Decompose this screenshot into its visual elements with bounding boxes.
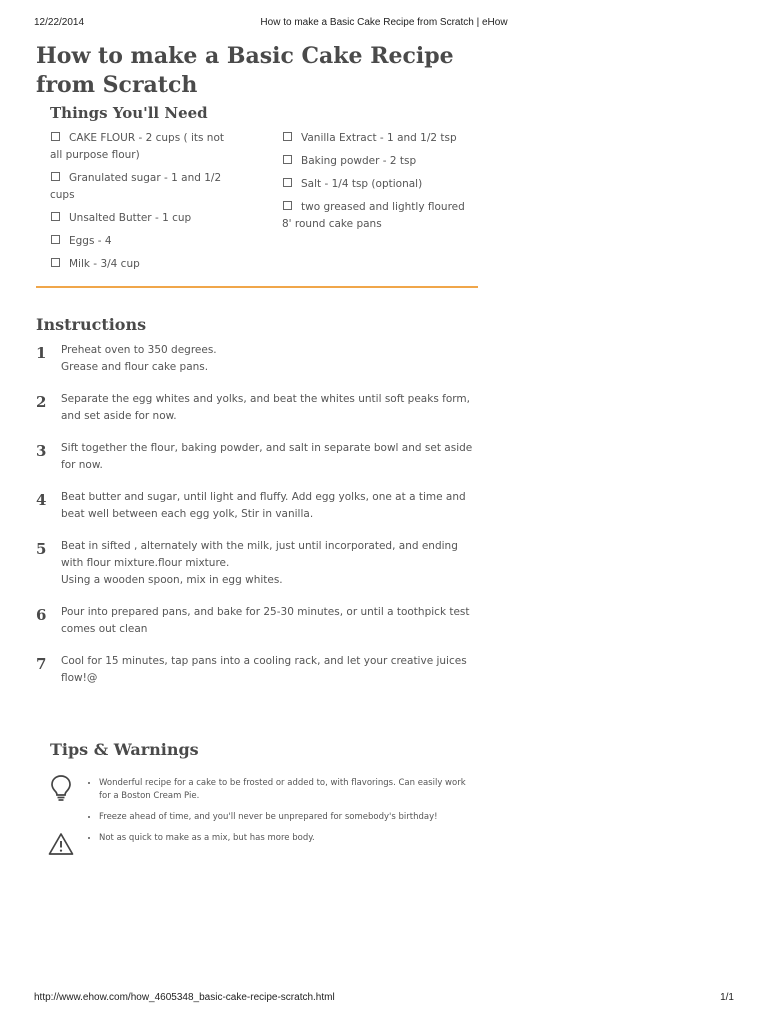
article-title: How to make a Basic Cake Recipe from Scratch — [36, 43, 454, 98]
print-footer — [34, 992, 734, 1006]
things-needed-list-left — [50, 130, 230, 279]
step-number: 2 — [36, 393, 47, 411]
checklist-item — [282, 153, 472, 170]
step-text: Using a wooden spoon, mix in egg whites. — [61, 574, 283, 586]
step-number: 7 — [36, 655, 47, 673]
checklist-item-label: Granulated sugar - 1 and 1/2 cups — [50, 172, 222, 201]
tips-warnings-heading: Tips & Warnings — [50, 740, 199, 759]
tip-item: • Freeze ahead of time, and you'll never be unprepared for somebody's birthday! — [99, 811, 479, 824]
step-text: Beat butter and sugar, until light and fluffy. Add egg yolks, one at a time and beat well between each egg yolk, Stir in vanilla. — [61, 491, 466, 520]
checklist-item — [282, 199, 472, 233]
step-number: 4 — [36, 491, 47, 509]
instruction-step — [36, 653, 476, 687]
checklist-item-label: CAKE FLOUR - 2 cups ( its not all purpose flour) — [50, 132, 224, 161]
checkbox-icon[interactable] — [283, 201, 292, 210]
checklist-item-label: Eggs - 4 — [69, 235, 112, 247]
checkbox-icon[interactable] — [283, 155, 292, 164]
step-number: 5 — [36, 540, 47, 558]
checklist-item — [50, 130, 230, 164]
instruction-step — [36, 440, 476, 474]
checklist-item — [282, 130, 472, 147]
instruction-step — [36, 538, 476, 589]
step-text: Sift together the flour, baking powder, and salt in separate bowl and set aside for now. — [61, 442, 473, 471]
checklist-item-label: Milk - 3/4 cup — [69, 258, 140, 270]
checkbox-icon[interactable] — [51, 172, 60, 181]
checklist-item-label: two greased and lightly floured 8' round cake pans — [282, 201, 465, 230]
step-number: 6 — [36, 606, 47, 624]
checkbox-icon[interactable] — [283, 178, 292, 187]
checkbox-icon[interactable] — [283, 132, 292, 141]
checkbox-icon[interactable] — [51, 212, 60, 221]
checklist-item — [50, 170, 230, 204]
step-text: Pour into prepared pans, and bake for 25-30 minutes, or until a toothpick test comes out clean — [61, 606, 470, 635]
print-date: 12/22/2014 — [34, 17, 85, 28]
print-page-title: How to make a Basic Cake Recipe from Scratch | eHow — [260, 17, 508, 28]
checklist-item — [50, 233, 230, 250]
step-text: Grease and flour cake pans. — [61, 361, 209, 373]
print-url: http://www.ehow.com/how_4605348_basic-cake-recipe-scratch.html — [34, 992, 335, 1003]
print-page-number: 1/1 — [720, 992, 734, 1003]
step-number: 3 — [36, 442, 47, 460]
checklist-item-label: Salt - 1/4 tsp (optional) — [301, 178, 423, 190]
step-number: 1 — [36, 344, 47, 362]
checkbox-icon[interactable] — [51, 132, 60, 141]
step-text: Preheat oven to 350 degrees. — [61, 344, 217, 356]
warning-triangle-icon — [48, 832, 74, 860]
instruction-step — [36, 489, 476, 523]
checklist-item-label: Baking powder - 2 tsp — [301, 155, 417, 167]
things-needed-list-right — [282, 130, 472, 239]
things-needed-heading: Things You'll Need — [50, 104, 208, 122]
print-header — [34, 17, 734, 31]
checklist-item-label: Unsalted Butter - 1 cup — [69, 212, 192, 224]
instruction-step — [36, 604, 476, 638]
step-text: Separate the egg whites and yolks, and beat the whites until soft peaks form, and set aside for now. — [61, 393, 470, 422]
step-text: Beat in sifted , alternately with the milk, just until incorporated, and ending with flour mixture.flour mixture. — [61, 540, 458, 569]
instructions-heading: Instructions — [36, 315, 147, 334]
checkbox-icon[interactable] — [51, 235, 60, 244]
checklist-item — [282, 176, 472, 193]
instructions-list — [36, 342, 476, 687]
checkbox-icon[interactable] — [51, 258, 60, 267]
checklist-item — [50, 210, 230, 227]
tips-list — [87, 777, 479, 853]
instruction-step — [36, 342, 476, 376]
instruction-step — [36, 391, 476, 425]
tip-item: • Not as quick to make as a mix, but has more body. — [99, 832, 479, 845]
checklist-item-label: Vanilla Extract - 1 and 1/2 tsp — [301, 132, 457, 144]
checklist-item — [50, 256, 230, 273]
section-divider — [36, 286, 478, 288]
lightbulb-icon — [50, 774, 72, 806]
tip-item: • Wonderful recipe for a cake to be frosted or added to, with flavorings. Can easily work for a Boston Cream Pie. — [99, 777, 479, 803]
step-text: Cool for 15 minutes, tap pans into a cooling rack, and let your creative juices flow!@ — [61, 655, 467, 684]
